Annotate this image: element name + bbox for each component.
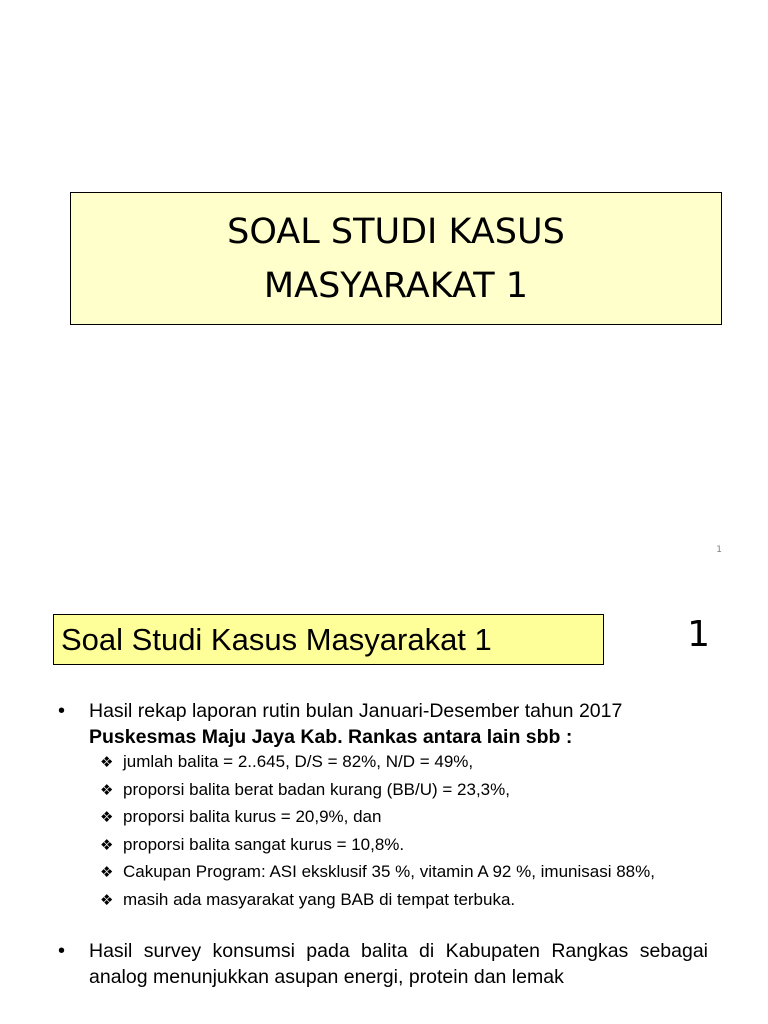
sub-bullet-item <box>100 862 708 882</box>
slide-number: 1 <box>687 614 710 655</box>
page-number: 1 <box>716 545 722 555</box>
slide-title-box <box>70 192 722 325</box>
bullet-item <box>58 938 708 990</box>
bullet-text: Hasil survey konsumsi pada balita di Kabupaten Rangkas sebagai analog menunjukkan asupan energi, protein dan lemak <box>89 939 708 988</box>
sub-bullet-item <box>100 835 708 855</box>
diamond-bullet-icon: ❖ <box>100 863 114 881</box>
diamond-bullet-icon: ❖ <box>100 808 114 826</box>
bullet-icon: • <box>58 700 66 722</box>
sub-bullet-text: proporsi balita sangat kurus = 10,8%. <box>123 834 405 854</box>
slide-2-title: Soal Studi Kasus Masyarakat 1 <box>61 621 492 657</box>
sub-bullet-item <box>100 780 708 800</box>
sub-bullet-text: jumlah balita = 2..645, D/S = 82%, N/D = 49%, <box>123 752 474 771</box>
slide-title-line-1: SOAL STUDI KASUS <box>227 211 565 252</box>
slide-2-title-box <box>53 614 604 665</box>
sub-bullet-text: proporsi balita berat badan kurang (BB/U) = 23,3%, <box>123 779 510 799</box>
slide-content <box>58 698 708 990</box>
sub-bullet-text: Cakupan Program: ASI eksklusif 35 %, vitamin A 92 %, imunisasi 88%, <box>123 862 655 881</box>
bullet-item <box>58 698 708 750</box>
bullet-icon: • <box>58 939 66 962</box>
sub-bullet-text: masih ada masyarakat yang BAB di tempat terbuka. <box>123 889 516 909</box>
diamond-bullet-icon: ❖ <box>100 890 114 909</box>
diamond-bullet-icon: ❖ <box>100 753 114 771</box>
bullet-bold-text: Puskesmas Maju Jaya Kab. Rankas antara lain sbb : <box>89 726 573 748</box>
diamond-bullet-icon: ❖ <box>100 835 114 854</box>
sub-bullet-item <box>100 752 708 772</box>
sub-bullet-item <box>100 807 708 827</box>
diamond-bullet-icon: ❖ <box>100 780 114 799</box>
sub-bullet-list <box>100 752 708 910</box>
slide-title-line-2: MASYARAKAT 1 <box>263 265 529 306</box>
bullet-text: Hasil rekap laporan rutin bulan Januari-Desember tahun 2017 <box>89 700 623 722</box>
sub-bullet-text: proporsi balita kurus = 20,9%, dan <box>123 807 382 826</box>
sub-bullet-item <box>100 890 708 910</box>
